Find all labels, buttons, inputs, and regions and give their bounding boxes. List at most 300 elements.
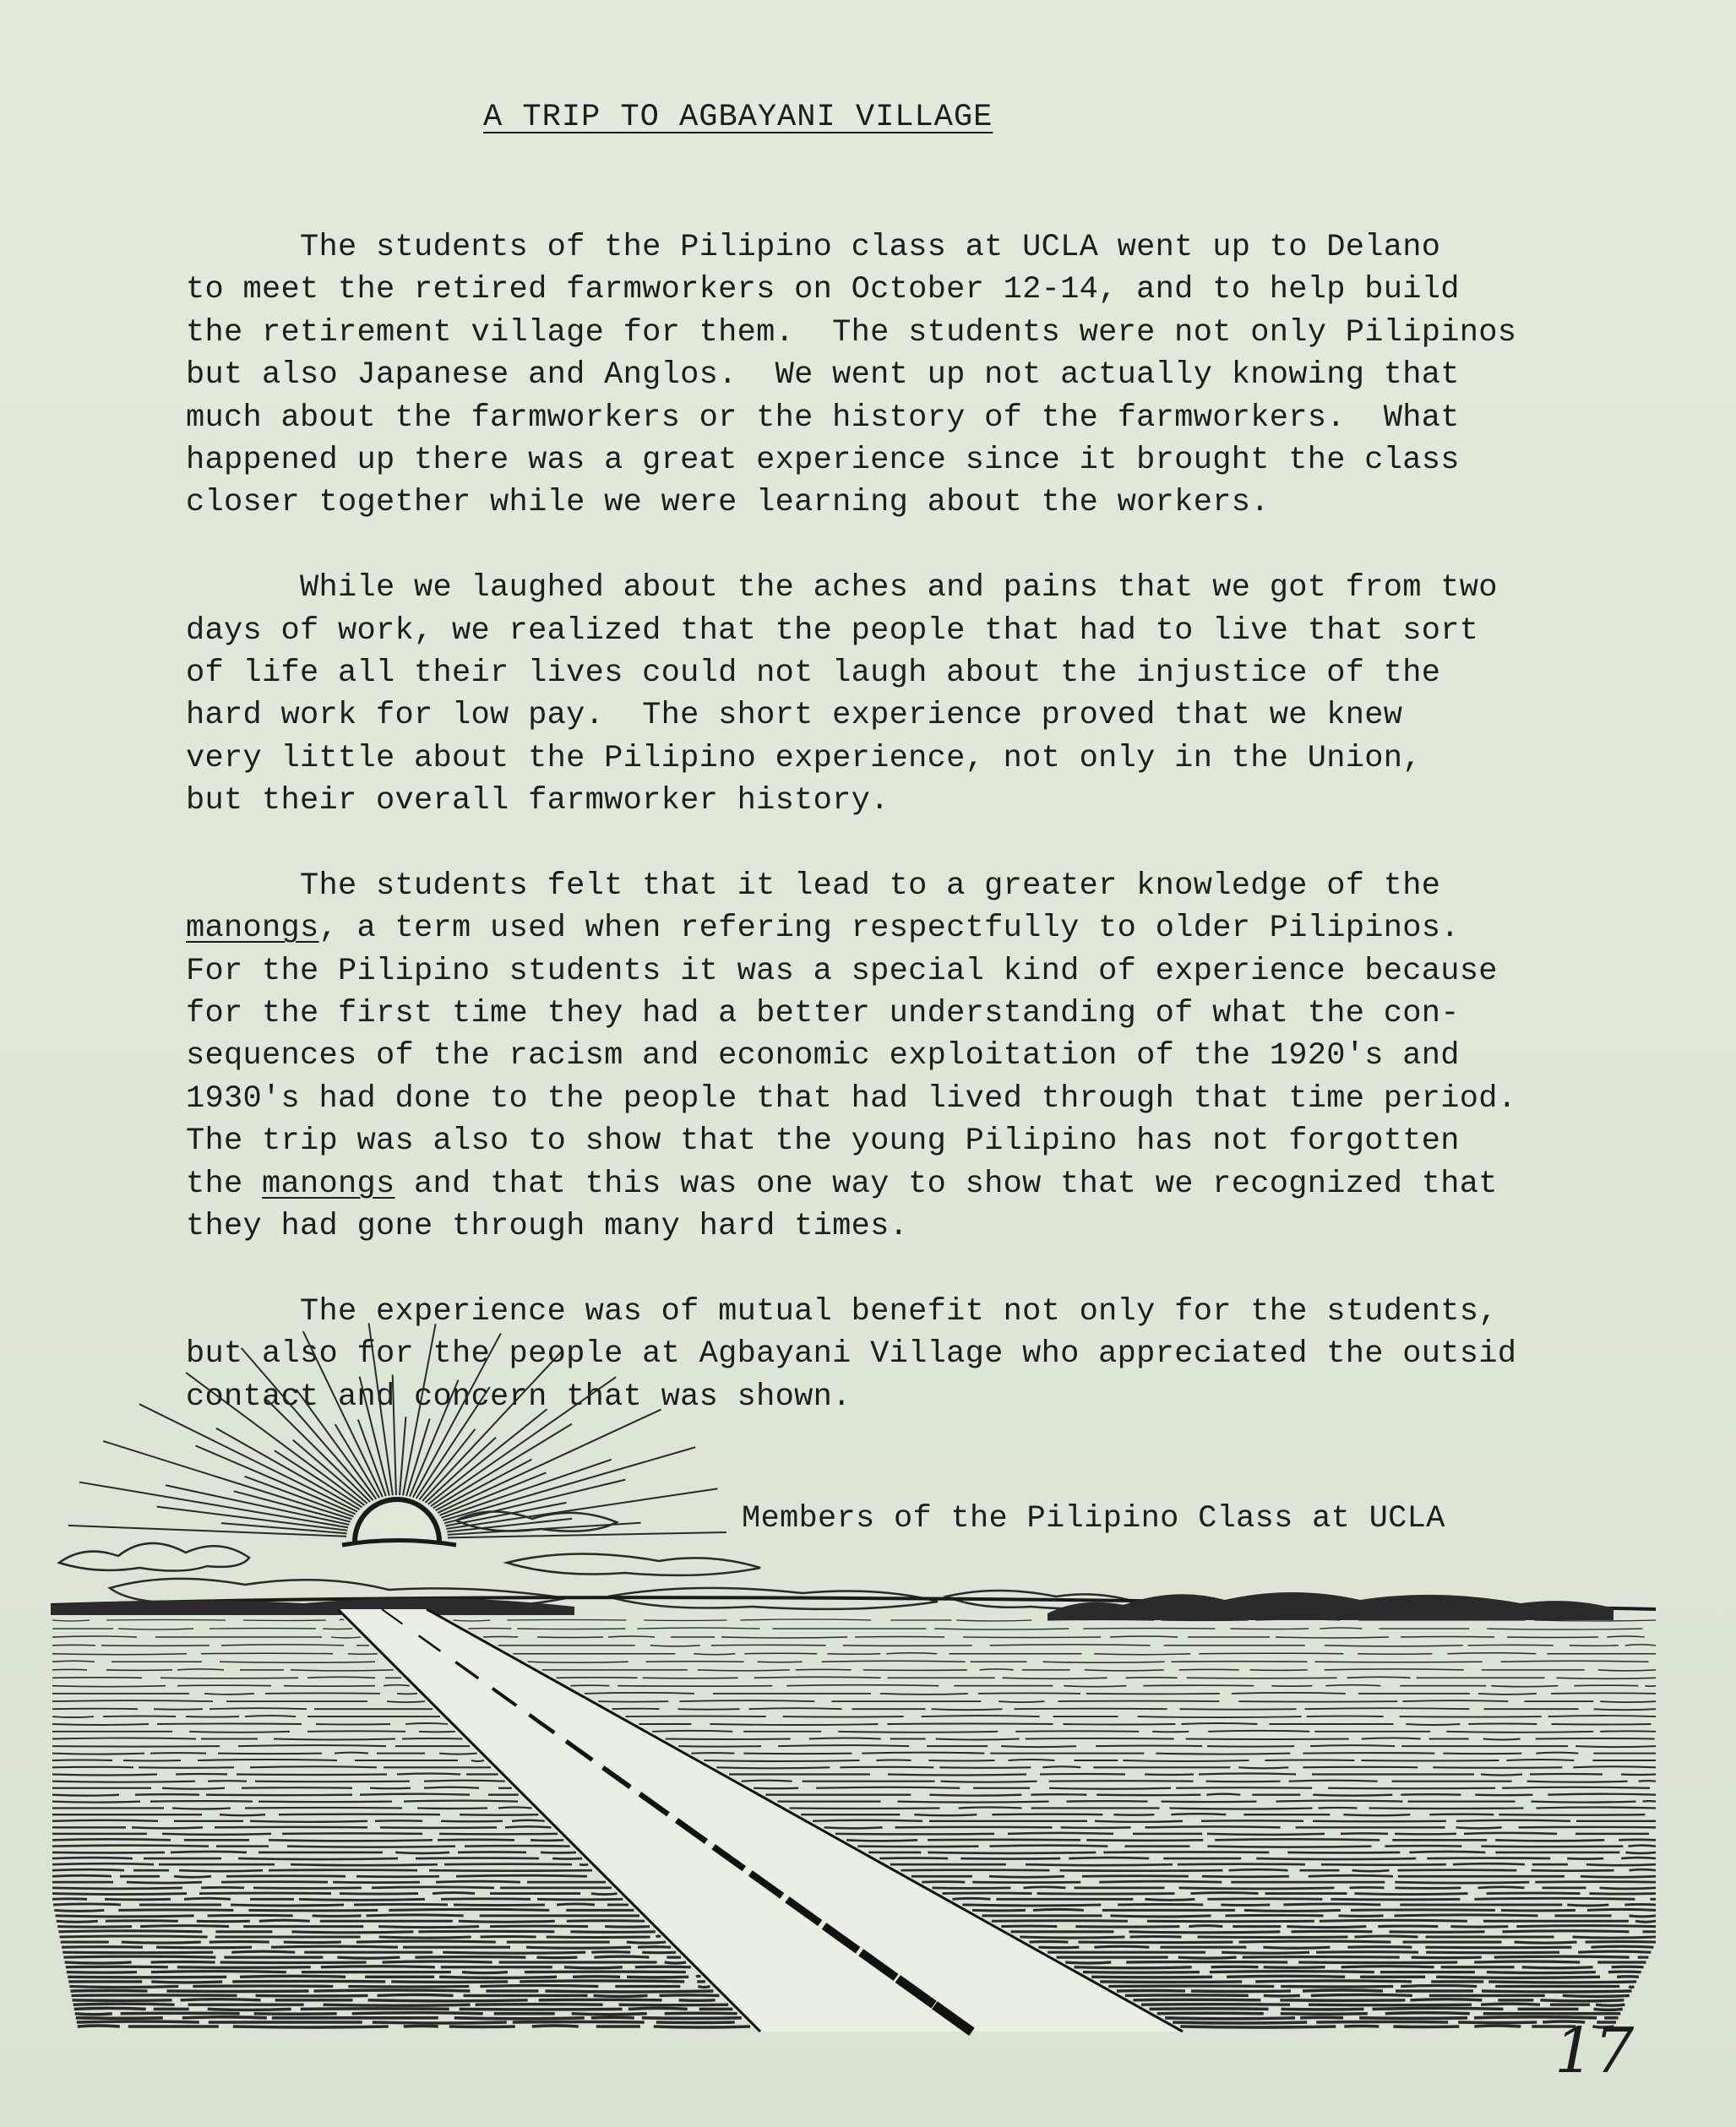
hatch-stroke (1446, 1732, 1593, 1733)
hatch-stroke (307, 1677, 375, 1678)
hatch-stroke (197, 1921, 250, 1922)
hatch-stroke (1396, 1888, 1461, 1889)
hatch-stroke (537, 1637, 603, 1638)
hatch-stroke (127, 1882, 202, 1883)
hatch-stroke (1468, 1645, 1554, 1646)
hatch-stroke (1276, 1637, 1389, 1638)
hatch-stroke (939, 1767, 1031, 1768)
hatch-stroke (1307, 1716, 1384, 1717)
hatch-stroke (60, 1936, 208, 1937)
hatch-stroke (1206, 1794, 1240, 1795)
hatch-stroke (1100, 1982, 1242, 1983)
hatch-stroke (1202, 1876, 1289, 1877)
hatch-stroke (1594, 2009, 1623, 2010)
text-line: but their overall farmworker history. (186, 783, 890, 819)
hatch-stroke (1519, 1827, 1656, 1828)
hatch-stroke (1094, 1946, 1149, 1947)
hatch-stroke (1573, 1766, 1656, 1767)
sun-ray (369, 1323, 393, 1495)
hatch-stroke (1502, 1787, 1650, 1788)
hatch-stroke (1362, 1738, 1421, 1739)
hatch-stroke (1328, 1788, 1495, 1789)
hatch-stroke (1221, 1905, 1270, 1906)
hatch-stroke (1499, 1814, 1645, 1815)
hatch-stroke (1001, 1746, 1076, 1747)
hatch-stroke (269, 1840, 433, 1841)
hatch-stroke (1075, 1967, 1192, 1968)
hatch-stroke (201, 1653, 333, 1654)
hatch-stroke (961, 1858, 1060, 1859)
hatch-stroke (740, 1619, 871, 1620)
hatch-stroke (177, 1685, 271, 1686)
hatch-stroke (1536, 1738, 1655, 1739)
hatch-stroke (962, 1905, 1101, 1906)
hatch-stroke (1350, 1887, 1385, 1888)
hatch-stroke (242, 1787, 352, 1788)
hatch-stroke (1189, 1926, 1222, 1927)
text-line: but also Japanese and Anglos. We went up not actually knowing that (186, 357, 1460, 394)
hatch-stroke (248, 1910, 378, 1911)
hatch-stroke (1600, 1701, 1656, 1702)
hatch-stroke (656, 2022, 735, 2023)
hatch-stroke (1393, 2026, 1459, 2027)
hatch-stroke (179, 1870, 263, 1871)
hatch-stroke (1250, 1670, 1308, 1671)
hatch-stroke (279, 1814, 440, 1815)
hatch-stroke (1385, 2013, 1470, 2014)
hatch-stroke (373, 2022, 507, 2023)
hatch-stroke (1126, 1962, 1287, 1963)
hatch-stroke (52, 1669, 87, 1670)
hatch-stroke (679, 2000, 716, 2001)
hatch-stroke (580, 1864, 588, 1865)
hatch-stroke (698, 1670, 790, 1671)
hatch-stroke (1347, 1947, 1412, 1948)
hatch-stroke (52, 1863, 154, 1864)
hatch-stroke (1313, 1795, 1392, 1796)
hatch-stroke (368, 2000, 528, 2001)
hatch-stroke (208, 1915, 293, 1916)
hatch-stroke (122, 1942, 201, 1943)
hatch-stroke (822, 1661, 966, 1662)
hatch-stroke (356, 1876, 439, 1877)
hatch-stroke (1179, 1888, 1335, 1889)
hatch-stroke (1152, 1732, 1189, 1733)
hatch-stroke (52, 1709, 138, 1710)
hatch-stroke (1198, 1937, 1348, 1938)
hatch-stroke (1401, 1637, 1494, 1638)
hatch-stroke (585, 1693, 694, 1694)
hatch-stroke (627, 1942, 666, 1943)
hatch-stroke (231, 1951, 295, 1952)
hatch-stroke (1351, 1910, 1495, 1911)
hatch-stroke (520, 1981, 684, 1982)
hatch-stroke (436, 1881, 520, 1882)
hatch-stroke (1591, 1946, 1653, 1947)
hatch-stroke (855, 1637, 944, 1638)
hatch-stroke (240, 1976, 346, 1977)
hatch-stroke (637, 1628, 759, 1629)
hatch-stroke (254, 2014, 337, 2015)
hatch-stroke (291, 1670, 394, 1671)
hatch-stroke (1537, 1808, 1657, 1809)
hatch-stroke (963, 1637, 1101, 1638)
hatch-stroke (174, 1876, 211, 1877)
hatch-stroke (1590, 1894, 1657, 1895)
hatch-stroke (1063, 1724, 1175, 1725)
hatch-stroke (1026, 1864, 1173, 1865)
text-line: The experience was of mutual benefit not only for the students, (186, 1293, 1498, 1330)
hatch-stroke (512, 1820, 545, 1821)
hatch-stroke (536, 1957, 577, 1958)
hatch-stroke (1487, 1972, 1596, 1973)
hatch-stroke (460, 2009, 623, 2010)
hatch-stroke (162, 1788, 225, 1789)
hatch-stroke (1191, 1991, 1291, 1992)
hatch-stroke (652, 1731, 732, 1732)
text-line: closer together while we were learning about the workers. (186, 485, 1270, 521)
hatch-stroke (395, 1852, 449, 1853)
hatch-stroke (691, 1753, 734, 1754)
hatch-stroke (132, 1827, 203, 1828)
hatch-stroke (1412, 1957, 1482, 1958)
hatch-stroke (886, 1653, 937, 1654)
hatch-stroke (259, 1920, 310, 1921)
hatch-stroke (1099, 1881, 1222, 1882)
hatch-stroke (1453, 1863, 1525, 1864)
hatch-stroke (876, 1760, 911, 1761)
hatch-stroke (483, 1637, 518, 1638)
hatch-stroke (1298, 1962, 1457, 1963)
hatch-stroke (1629, 1987, 1634, 1988)
hatch-stroke (567, 1921, 645, 1922)
text-line: sequences of the racism and economic exploitation of the 1920's and (186, 1038, 1460, 1074)
hatch-stroke (1256, 1858, 1416, 1859)
hatch-stroke (237, 1775, 387, 1776)
sun-ray (216, 1428, 360, 1510)
hatch-stroke (783, 1716, 904, 1717)
text-line: manongs, a term used when refering respectfully to older Pilipinos. (186, 911, 1460, 947)
hatch-stroke (591, 1952, 630, 1953)
hatch-stroke (282, 1833, 422, 1834)
hatch-stroke (608, 1636, 655, 1637)
hatch-stroke (1319, 1808, 1358, 1809)
hatch-stroke (1179, 1669, 1239, 1670)
hatch-stroke (1238, 1701, 1397, 1702)
hatch-stroke (1024, 1887, 1066, 1888)
hatch-stroke (67, 1972, 137, 1973)
hatch-stroke (424, 1787, 479, 1788)
text-line: but also for the people at Agbayani Village who appreciated the outsid (186, 1336, 1517, 1373)
hatch-stroke (52, 1686, 166, 1687)
hatch-stroke (443, 1952, 585, 1953)
hatch-stroke (316, 1724, 390, 1725)
hatch-stroke (1178, 1864, 1305, 1865)
hatch-stroke (123, 1760, 181, 1761)
hatch-stroke (526, 1947, 631, 1948)
hatch-stroke (716, 1767, 830, 1768)
hatch-stroke (397, 1694, 417, 1695)
hatch-stroke (184, 1898, 231, 1899)
hatch-stroke (151, 1962, 215, 1963)
hatch-stroke (840, 1767, 933, 1768)
hatch-stroke (337, 1957, 400, 1958)
hatch-stroke (1361, 1760, 1499, 1761)
hatch-stroke (1226, 1915, 1324, 1916)
hatch-stroke (1621, 1775, 1656, 1776)
hatch-stroke (552, 1858, 582, 1859)
hatch-stroke (1030, 1942, 1069, 1943)
underlined-term: manongs (186, 911, 319, 947)
hatch-stroke (208, 1781, 247, 1782)
hatch-stroke (52, 1869, 124, 1870)
hatch-stroke (52, 1738, 196, 1739)
hatch-stroke (594, 1956, 649, 1957)
hatch-stroke (1625, 1852, 1656, 1853)
hatch-stroke (418, 1931, 554, 1932)
hatch-stroke (1331, 1899, 1460, 1900)
hatch-stroke (356, 1941, 496, 1942)
hatch-stroke (250, 1766, 377, 1767)
hatch-stroke (70, 1991, 147, 1992)
hatch-stroke (644, 1620, 727, 1621)
hatch-stroke (1265, 1760, 1354, 1761)
hatch-stroke (1060, 1870, 1223, 1871)
hatch-stroke (370, 1788, 411, 1789)
hatch-stroke (1201, 1820, 1303, 1821)
hatch-stroke (1645, 1686, 1656, 1687)
hatch-stroke (1199, 1774, 1296, 1775)
hatch-stroke (1625, 1645, 1656, 1646)
sun-ray (297, 1390, 377, 1499)
hatch-stroke (63, 1956, 215, 1957)
hatch-stroke (914, 1814, 977, 1815)
hatch-stroke (1150, 2009, 1269, 2010)
hatch-stroke (1110, 1636, 1178, 1637)
hatch-stroke (742, 1781, 792, 1782)
underlined-term: manongs (262, 1166, 395, 1202)
hatch-stroke (557, 1904, 595, 1905)
hatch-stroke (1303, 1990, 1383, 1991)
hatch-stroke (1355, 1936, 1418, 1937)
hatch-stroke (1325, 1669, 1464, 1670)
hatch-stroke (1031, 1794, 1086, 1795)
hatch-stroke (1215, 1839, 1380, 1840)
hatch-stroke (1129, 1932, 1281, 1933)
hatch-stroke (1118, 1904, 1203, 1905)
hatch-stroke (1094, 1654, 1190, 1655)
hatch-stroke (992, 1921, 1128, 1922)
hatch-stroke (1359, 2018, 1467, 2019)
hatch-stroke (471, 1760, 484, 1761)
hatch-stroke (879, 1858, 948, 1859)
hatch-stroke (416, 1858, 539, 1859)
text-line: of life all their lives could not laugh about the injustice of the (186, 655, 1441, 691)
hatch-stroke (245, 1808, 402, 1809)
hatch-stroke (76, 2018, 163, 2019)
hatch-stroke (990, 1645, 1151, 1646)
hatch-stroke (1042, 1766, 1080, 1767)
hatch-stroke (331, 1637, 361, 1638)
hatch-stroke (253, 1888, 362, 1889)
hatch-stroke (404, 1801, 518, 1802)
hatch-stroke (1427, 1858, 1550, 1859)
hatch-stroke (52, 1620, 90, 1621)
text-line: the manongs and that this was one way to show that we recognized that (186, 1166, 1498, 1202)
hatch-stroke (1303, 1767, 1418, 1768)
hatch-stroke (52, 1795, 119, 1796)
hatch-stroke (105, 1899, 171, 1900)
hatch-stroke (1630, 1869, 1657, 1870)
hatch-stroke (1049, 1781, 1194, 1782)
hatch-stroke (943, 1893, 1032, 1894)
hatch-stroke (1534, 1620, 1656, 1621)
sun-ray (393, 1374, 396, 1495)
hatch-stroke (340, 1894, 418, 1895)
hatch-stroke (678, 1709, 740, 1710)
hatch-stroke (1287, 1852, 1400, 1853)
hatch-stroke (1567, 1858, 1603, 1859)
hatch-stroke (846, 1840, 917, 1841)
hatch-stroke (54, 1910, 104, 1911)
hatch-stroke (1040, 1774, 1125, 1775)
hatch-stroke (150, 1753, 206, 1754)
hatch-stroke (1630, 1916, 1657, 1917)
hatch-stroke (419, 1732, 455, 1733)
hatch-stroke (1586, 1942, 1657, 1943)
hatch-stroke (52, 1724, 149, 1725)
hatch-stroke (928, 1760, 994, 1761)
hatch-stroke (1475, 1795, 1532, 1796)
hatch-stroke (1207, 1746, 1294, 1747)
hatch-stroke (1075, 1927, 1179, 1928)
hatch-stroke (1598, 1670, 1656, 1671)
hatch-stroke (372, 1887, 494, 1888)
hatch-stroke (1058, 1701, 1219, 1702)
hatch-stroke (1400, 1716, 1542, 1717)
hatch-stroke (1352, 1870, 1390, 1871)
hatch-stroke (204, 1694, 254, 1695)
hatch-stroke (1309, 1875, 1393, 1876)
hatch-stroke (63, 1952, 213, 1953)
hatch-stroke (1478, 1694, 1537, 1695)
hatch-stroke (360, 1794, 470, 1795)
hatch-stroke (135, 1794, 199, 1795)
hatch-stroke (591, 2017, 634, 2018)
hatch-stroke (638, 1947, 671, 1948)
hatch-stroke (936, 1739, 1020, 1740)
hatch-stroke (176, 1774, 227, 1775)
hatch-stroke (887, 1724, 1053, 1725)
hatch-stroke (232, 1981, 385, 1982)
hatch-stroke (1061, 1827, 1131, 1828)
hatch-stroke (1563, 1995, 1630, 1996)
hatch-stroke (1402, 1700, 1508, 1701)
text-line: they had gone through many hard times. (186, 1208, 909, 1244)
hatch-stroke (156, 1947, 252, 1948)
hatch-stroke (1303, 1753, 1434, 1754)
hatch-stroke (378, 1927, 479, 1928)
text-line: to meet the retired farmworkers on October 12-14, and to help build (186, 272, 1460, 308)
hatch-stroke (1238, 1767, 1288, 1768)
hatch-stroke (274, 1739, 395, 1740)
hatch-stroke (1406, 1724, 1460, 1725)
hatch-stroke (642, 2018, 742, 2019)
hatch-stroke (1311, 1994, 1412, 1995)
hatch-stroke (103, 1716, 176, 1717)
hatch-stroke (106, 1620, 226, 1621)
hatch-stroke (449, 2026, 515, 2027)
hatch-stroke (52, 1700, 213, 1701)
hatch-stroke (1567, 1905, 1608, 1906)
hatch-stroke (1085, 1670, 1164, 1671)
hatch-stroke (352, 2013, 483, 2014)
hatch-stroke (1125, 1995, 1249, 1996)
hatch-stroke (1578, 1951, 1651, 1952)
hatch-stroke (1165, 2018, 1295, 2019)
hatch-stroke (1530, 1774, 1603, 1775)
hatch-stroke (1147, 1921, 1314, 1922)
hatch-stroke (835, 1834, 994, 1835)
sun-ray (448, 1532, 727, 1537)
hatch-stroke (978, 1693, 1080, 1694)
hatch-stroke (1320, 1628, 1362, 1629)
hatch-stroke (53, 1904, 121, 1905)
hatch-stroke (77, 2021, 199, 2022)
hatch-stroke (1483, 1739, 1521, 1740)
hatch-stroke (1123, 1760, 1249, 1761)
hatch-stroke (721, 1637, 847, 1638)
hatch-stroke (1503, 1931, 1630, 1932)
hatch-stroke (1283, 1904, 1380, 1905)
hatch-stroke (52, 1746, 220, 1747)
hatch-stroke (238, 1858, 398, 1859)
hatch-stroke (291, 1864, 438, 1865)
hatch-stroke (118, 1910, 233, 1911)
hatch-stroke (1180, 1709, 1297, 1710)
hatch-stroke (271, 1946, 398, 1947)
hatch-stroke (591, 1894, 618, 1895)
hatch-stroke (1507, 1637, 1598, 1638)
hatch-stroke (1264, 1967, 1325, 1968)
hatch-stroke (460, 1814, 538, 1815)
hatch-stroke (1341, 1833, 1388, 1834)
hatch-stroke (52, 1645, 95, 1646)
sun-ray (68, 1526, 346, 1537)
hatch-stroke (1398, 1870, 1517, 1871)
hatch-stroke (809, 1738, 881, 1739)
hatch-stroke (389, 1909, 549, 1910)
hatch-stroke (895, 1827, 1053, 1828)
hatch-stroke (1143, 1685, 1254, 1686)
hatch-stroke (1488, 1982, 1636, 1983)
hatch-stroke (74, 2008, 146, 2009)
hatch-stroke (301, 2009, 449, 2010)
hatch-stroke (704, 1760, 859, 1761)
hatch-stroke (383, 1961, 493, 1962)
hatch-stroke (666, 1739, 791, 1740)
hatch-stroke (1456, 1827, 1502, 1828)
hatch-stroke (901, 1870, 1050, 1871)
hatch-stroke (598, 1701, 668, 1702)
hatch-stroke (1426, 1952, 1559, 1953)
hatch-stroke (1347, 1677, 1411, 1678)
hatch-stroke (572, 2014, 647, 2015)
hatch-stroke (952, 1898, 990, 1899)
hatch-stroke (1474, 1961, 1580, 1962)
hatch-stroke (1385, 1846, 1461, 1847)
hatch-stroke (1481, 2004, 1540, 2005)
